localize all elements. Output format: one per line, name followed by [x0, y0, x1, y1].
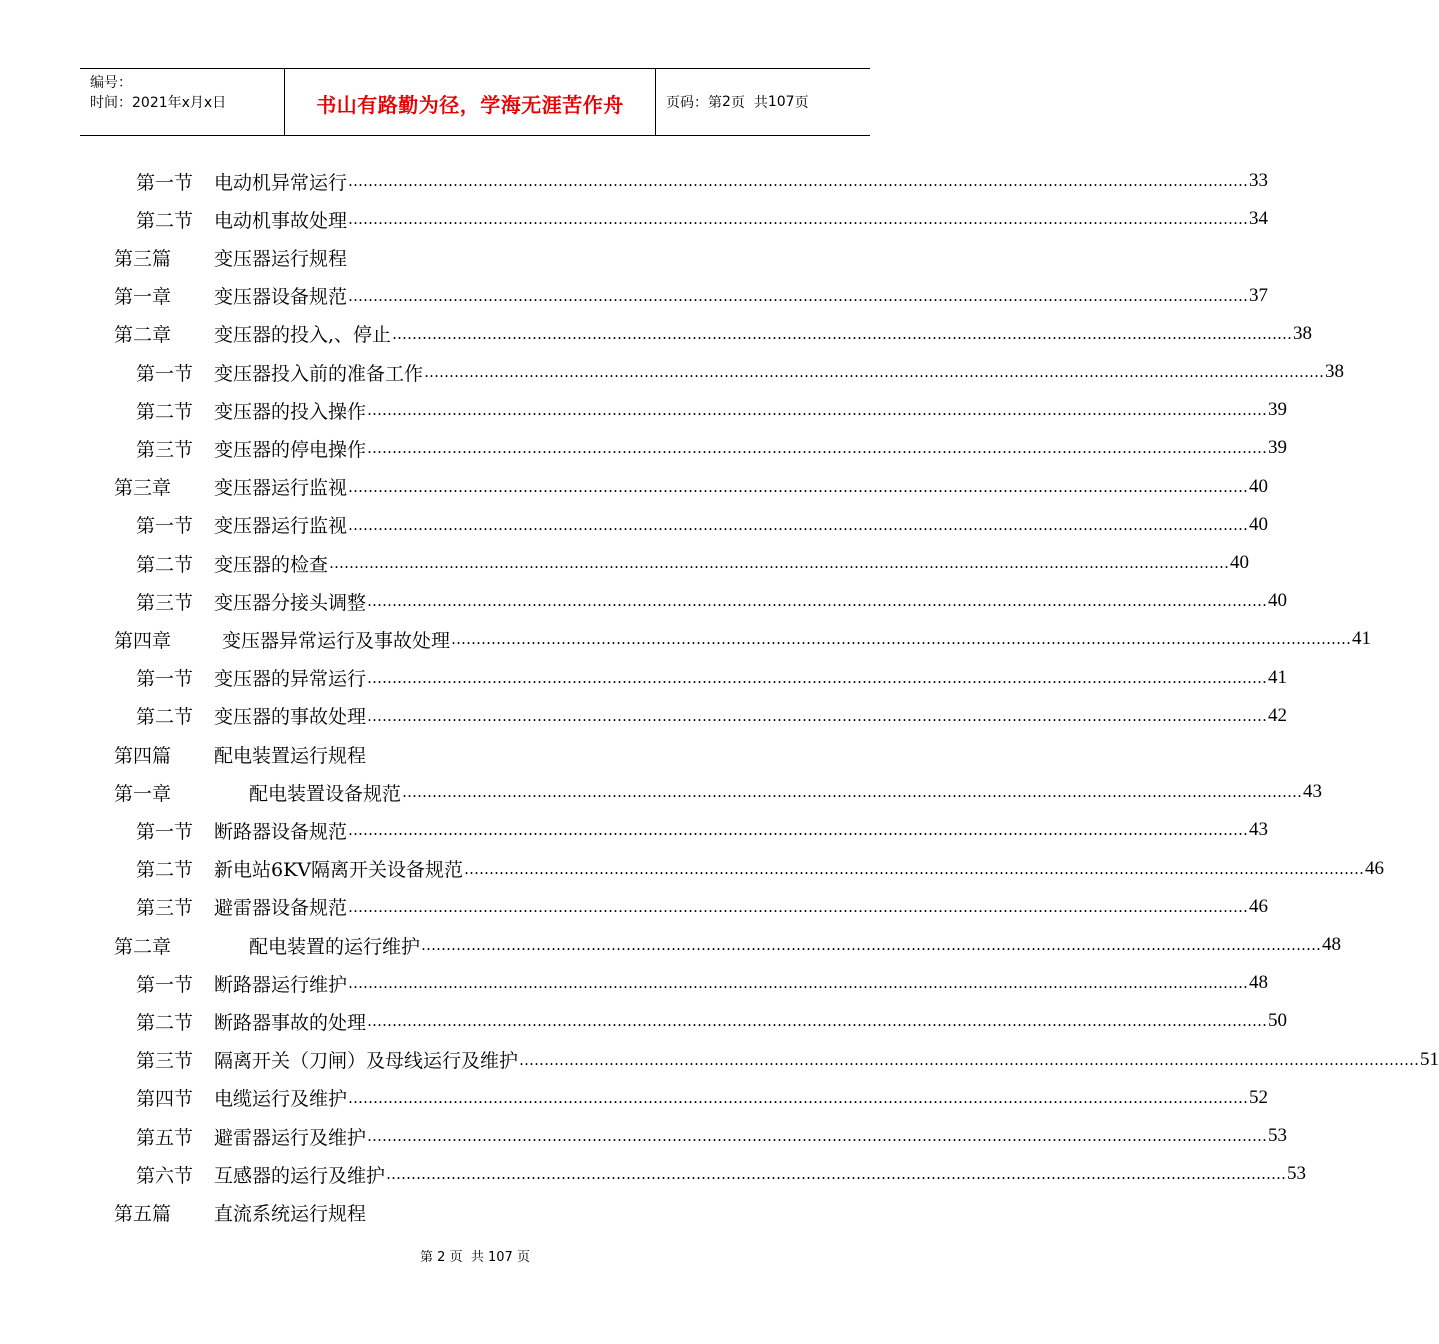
toc-label: 第一章: [114, 286, 172, 309]
toc-section-row: [136, 811, 1269, 849]
toc-title: 断路器事故的处理: [214, 1011, 367, 1034]
toc-chapter-row: [114, 277, 1269, 315]
toc-page-number: 34: [1249, 208, 1269, 230]
toc-section-row: [136, 1079, 1269, 1117]
motto: 书山有路勤为径，学海无涯苦作舟: [284, 69, 656, 135]
toc-leader-dots: ………………………………………………………………………………………………………………………………………………………………: [451, 630, 1352, 649]
toc-page-number: 43: [1249, 819, 1269, 841]
toc-title: 断路器设备规范: [214, 820, 348, 843]
toc-page-number: 40: [1249, 475, 1269, 497]
toc-label: 第二节: [136, 209, 194, 232]
toc-page-number: 41: [1352, 628, 1372, 650]
footer-prefix: 第: [420, 1250, 434, 1265]
toc-section-row: [136, 506, 1269, 544]
toc-section-row: [136, 850, 1385, 888]
toc-leader-dots: ………………………………………………………………………………………………………………………………………………………………: [348, 477, 1249, 496]
header-page-info: [656, 69, 870, 135]
toc-section-row: [136, 964, 1269, 1002]
toc-page-number: 43: [1303, 781, 1323, 803]
toc-label: 第六节: [136, 1164, 194, 1187]
toc-title: 电缆运行及维护: [214, 1088, 348, 1111]
toc-page-number: 53: [1287, 1163, 1307, 1185]
toc-label: 第三节: [136, 1050, 194, 1073]
toc-leader-dots: ………………………………………………………………………………………………………………………………………………………………: [348, 974, 1249, 993]
toc-title: 互感器的运行及维护: [214, 1164, 386, 1187]
toc-section-row: [136, 1041, 1439, 1079]
toc-title: 隔离开关（刀闸）及母线运行及维护: [214, 1050, 519, 1073]
toc-page-number: 46: [1365, 857, 1385, 879]
toc-title: 配电装置设备规范: [249, 782, 402, 805]
toc-page-number: 51: [1420, 1048, 1439, 1070]
toc-page-number: 40: [1230, 552, 1250, 573]
toc-leader-dots: ………………………………………………………………………………………………………………………………………………………………: [348, 515, 1249, 534]
toc-leader-dots: ………………………………………………………………………………………………………………………………………………………………: [392, 324, 1293, 343]
toc-section-row: [136, 582, 1288, 620]
toc-page-number: 40: [1249, 513, 1269, 535]
code-label: 编号：: [90, 75, 132, 91]
toc-leader-dots: ………………………………………………………………………………………………………………………………………………………………: [348, 1088, 1249, 1107]
page-mid: 页 共: [730, 95, 768, 111]
toc-title: 变压器运行规程: [214, 247, 348, 270]
toc-page-number: 42: [1268, 704, 1288, 726]
toc-section-row: [136, 888, 1269, 926]
page-prefix: 页码：第: [666, 95, 722, 111]
toc-title: 变压器的检查: [214, 553, 329, 576]
toc-chapter-row: [114, 315, 1313, 353]
footer-mid: 页 共: [449, 1250, 484, 1265]
toc-page-number: 50: [1268, 1010, 1288, 1032]
toc-section-row: [136, 391, 1288, 429]
toc-leader-dots: ………………………………………………………………………………………………………………………………………………………………: [421, 936, 1322, 954]
toc-title: 避雷器设备规范: [214, 897, 348, 920]
toc-label: 第四节: [136, 1088, 194, 1111]
toc-title: 直流系统运行规程: [214, 1202, 367, 1225]
toc-section-row: [136, 429, 1288, 467]
toc-page-number: 39: [1268, 399, 1288, 421]
page-number: 2: [722, 94, 731, 110]
toc-label: 第一节: [136, 973, 194, 996]
toc-label: 第二节: [136, 706, 194, 729]
toc-title: 变压器运行监视: [214, 477, 348, 500]
toc-page-number: 38: [1293, 322, 1313, 344]
toc-title: 变压器设备规范: [214, 286, 348, 309]
toc-label: 第四篇: [114, 744, 172, 767]
toc-page-number: 37: [1249, 284, 1269, 306]
toc-title: 配电装置的运行维护: [249, 935, 421, 958]
toc-part-row: [114, 1193, 366, 1231]
footer-page: 2: [437, 1250, 446, 1265]
toc-section-row: [136, 353, 1345, 391]
toc-chapter-row: [114, 468, 1269, 506]
toc-leader-dots: ………………………………………………………………………………………………………………………………………………………………: [386, 1165, 1287, 1184]
toc-leader-dots: ………………………………………………………………………………………………………………………………………………………………: [424, 363, 1325, 381]
toc-page-number: 52: [1249, 1086, 1269, 1108]
toc-leader-dots: ………………………………………………………………………………………………………………………………………………………………: [367, 1127, 1268, 1145]
footer-total: 107: [488, 1250, 513, 1265]
toc-label: 第一节: [136, 668, 194, 691]
toc-label: 第三篇: [114, 247, 172, 270]
toc-leader-dots: ………………………………………………………………………………………………………………………………………………………………: [348, 897, 1249, 916]
toc-title: 变压器的异常运行: [214, 668, 367, 691]
toc-label: 第三节: [136, 438, 194, 461]
toc-label: 第三节: [136, 897, 194, 920]
toc-title: 电动机异常运行: [214, 171, 348, 194]
toc-label: 第三章: [114, 477, 172, 500]
toc-title: 避雷器运行及维护: [214, 1126, 367, 1149]
toc-title: 变压器的停电操作: [214, 438, 367, 461]
toc-leader-dots: ………………………………………………………………………………………………………………………………………………………………: [367, 401, 1268, 420]
toc-label: 第四章: [114, 629, 172, 652]
toc-label: 第一节: [136, 820, 194, 843]
footer-suffix: 页: [516, 1250, 530, 1265]
time-label: 时间：2021年x月x日: [90, 95, 227, 111]
toc-part-row: [114, 238, 347, 276]
toc-leader-dots: ………………………………………………………………………………………………………………………………………………………………: [367, 706, 1268, 725]
toc-label: 第二节: [136, 553, 194, 576]
toc-title: 变压器运行监视: [214, 515, 348, 538]
toc-label: 第一节: [136, 515, 194, 538]
toc-title: 断路器运行维护: [214, 973, 348, 996]
toc-section-row: [136, 1002, 1288, 1040]
toc-page-number: 38: [1325, 361, 1345, 382]
toc-page-number: 46: [1249, 895, 1269, 917]
toc-leader-dots: ………………………………………………………………………………………………………………………………………………………………: [367, 1012, 1268, 1031]
toc-chapter-row: [114, 620, 1372, 658]
toc-title: 变压器的投入,、停止: [214, 324, 392, 347]
toc-section-row: [136, 697, 1288, 735]
toc-label: 第二节: [136, 859, 194, 882]
toc-leader-dots: ………………………………………………………………………………………………………………………………………………………………: [367, 668, 1268, 687]
toc-title: 变压器投入前的准备工作: [214, 362, 424, 385]
toc-leader-dots: ………………………………………………………………………………………………………………………………………………………………: [367, 592, 1268, 611]
toc-label: 第五篇: [114, 1202, 172, 1225]
toc-section-row: [136, 1155, 1307, 1193]
toc-page-number: 41: [1268, 666, 1288, 688]
toc-page-number: 39: [1268, 437, 1288, 459]
toc-label: 第一章: [114, 782, 172, 805]
toc-label: 第二章: [114, 935, 172, 958]
toc-section-row: [136, 659, 1288, 697]
toc-section-row: [136, 200, 1269, 238]
page-header: [80, 68, 870, 136]
toc-label: 第二节: [136, 1011, 194, 1034]
toc-chapter-row: [114, 926, 1342, 964]
toc-leader-dots: ………………………………………………………………………………………………………………………………………………………………: [464, 859, 1365, 878]
toc-chapter-row: [114, 773, 1323, 811]
page-footer: [0, 1246, 950, 1265]
toc-page-number: 40: [1268, 590, 1288, 612]
toc-title: 变压器异常运行及事故处理: [222, 629, 451, 652]
toc-title: 变压器分接头调整: [214, 591, 367, 614]
page-total: 107: [767, 94, 795, 110]
toc-leader-dots: ………………………………………………………………………………………………………………………………………………………………: [348, 172, 1249, 190]
toc-title: 变压器的事故处理: [214, 706, 367, 729]
toc-page-number: 48: [1249, 972, 1269, 994]
toc-title: 变压器的投入操作: [214, 400, 367, 423]
toc-section-row: [136, 162, 1269, 200]
toc-page-number: 33: [1249, 170, 1269, 191]
toc-section-row: [136, 1117, 1288, 1155]
toc-label: 第二章: [114, 324, 172, 347]
header-meta: [80, 69, 284, 135]
toc-label: 第一节: [136, 171, 194, 194]
toc-leader-dots: ………………………………………………………………………………………………………………………………………………………………: [329, 554, 1230, 572]
toc-leader-dots: ………………………………………………………………………………………………………………………………………………………………: [519, 1050, 1420, 1069]
toc-leader-dots: ………………………………………………………………………………………………………………………………………………………………: [348, 210, 1249, 229]
toc-leader-dots: ………………………………………………………………………………………………………………………………………………………………: [367, 439, 1268, 458]
toc-leader-dots: ………………………………………………………………………………………………………………………………………………………………: [348, 286, 1249, 305]
toc-leader-dots: ………………………………………………………………………………………………………………………………………………………………: [402, 783, 1303, 802]
toc-title: 配电装置运行规程: [214, 744, 367, 767]
toc-label: 第三节: [136, 591, 194, 614]
toc-label: 第二节: [136, 400, 194, 423]
toc-page-number: 53: [1268, 1125, 1288, 1146]
toc-label: 第五节: [136, 1126, 194, 1149]
toc-leader-dots: ………………………………………………………………………………………………………………………………………………………………: [348, 821, 1249, 840]
toc-section-row: [136, 544, 1250, 582]
page-suffix: 页: [794, 95, 809, 111]
toc-label: 第一节: [136, 362, 194, 385]
toc-title: 电动机事故处理: [214, 209, 348, 232]
toc-part-row: [114, 735, 366, 773]
toc-page-number: 48: [1322, 934, 1342, 955]
toc-title: 新电站6KV隔离开关设备规范: [214, 859, 464, 882]
